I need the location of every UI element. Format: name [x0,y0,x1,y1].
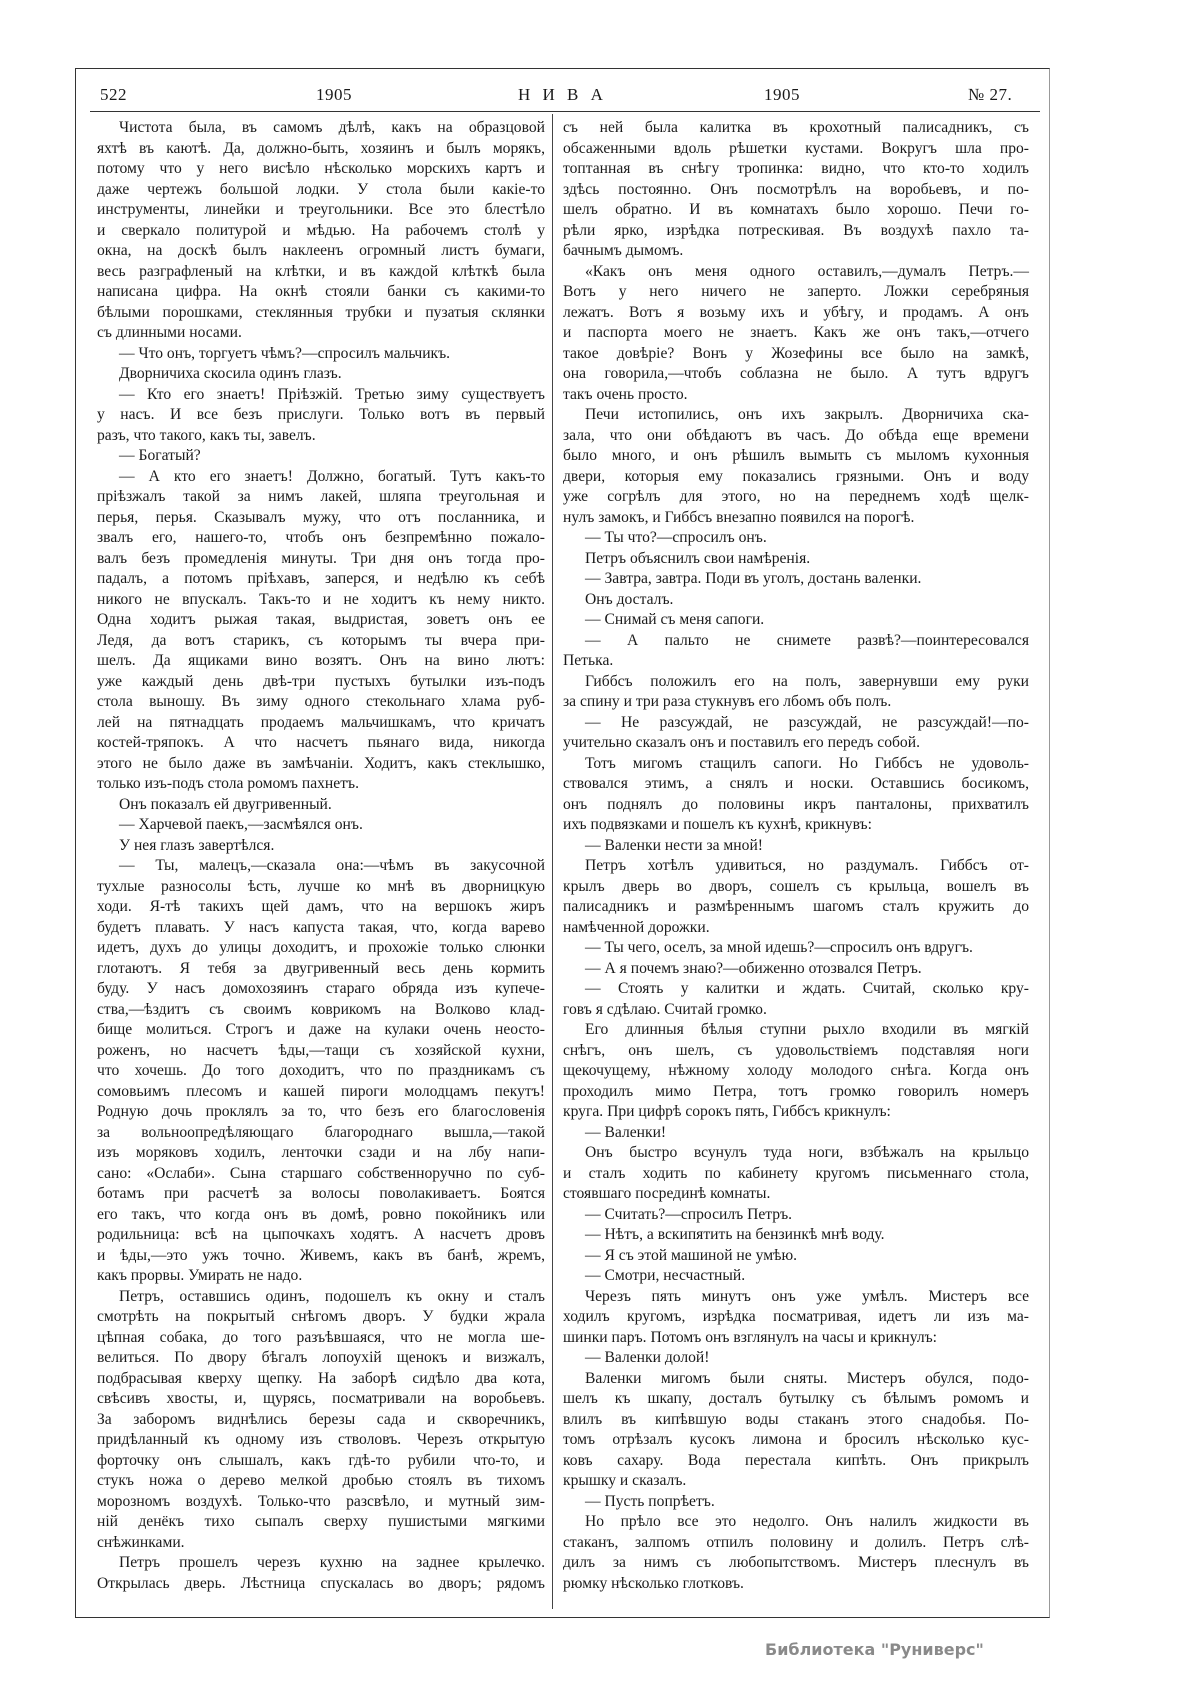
text-line: Онъ показалъ ей двугривенный. [119,795,332,813]
text-line: подбрасывая кверху щепку. На заборѣ сидѣло два кота, [97,1369,545,1387]
text-line: ній денёкъ тихо сыпалъ сверху пушистыми мягкими [97,1513,545,1530]
text-line: Петръ прошелъ черезъ кухню на заднее крылечко. [119,1554,545,1571]
text-line: бище молиться. Строгъ и даже на кулаки очень неосто- [97,1021,545,1038]
text-line: Печи истопились, онъ ихъ закрылъ. Дворничиха ска- [585,406,1029,423]
text-line: велиться. По двору бѣгалъ лопоухій щенокъ и визжалъ, [97,1349,545,1366]
text-line: за спину и три раза стукнувъ его лбомъ объ полъ. [563,693,892,710]
text-line: — Завтра, завтра. Поди въ уголъ, достань валенки. [585,570,922,587]
paragraph [563,1369,1029,1492]
text-line: никого не впускалъ. Такъ-то и не ходитъ къ нему никто. [97,590,545,608]
text-line: зала, что они обѣдаютъ въ часъ. До обѣда еще времени [563,426,1029,444]
header-rule [90,111,1040,112]
text-line: Открылась дверь. Лѣстница спускалась во дворъ; рядомъ [97,1574,545,1592]
text-line: ства,—ѣздитъ съ своимъ коврикомъ на Волково клад- [97,1000,545,1018]
text-line: бачнымъ дымомъ. [563,242,684,259]
text-line: намѣченной дорожки. [563,918,710,936]
text-line: — Снимай съ меня сапоги. [585,611,765,628]
text-line: и ѣды,—это ужъ точно. Живемъ, какъ въ банѣ, жремъ, [97,1246,545,1264]
text-line: Петька. [563,652,614,669]
text-line: — Валенки! [585,1123,667,1141]
text-line: Черезъ пять минутъ онъ уже умѣлъ. Мистеръ все [585,1287,1029,1305]
text-line: — Кто его знаетъ! Пріѣзжій. Третью зиму существуетъ [119,385,545,403]
paragraph [563,549,1029,570]
text-line: крышку и сказалъ. [563,1472,687,1489]
paragraph [97,118,545,344]
paragraph [97,385,545,447]
text-line: рюмку нѣсколько глотковъ. [563,1574,744,1592]
paragraph [563,631,1029,672]
text-line: за вольноопредѣляющаго благороднаго вышла,—такой [97,1123,545,1141]
text-line: родильница: всѣ на цыпочкахъ ходятъ. А насчетъ дровъ [97,1226,545,1243]
text-line: написана цифра. На окнѣ стояли банки съ какими-то [97,283,545,300]
text-line: Петръ, оставшись одинъ, подошелъ къ окну и сталъ [119,1287,545,1305]
text-line: учительно сказалъ онъ и поставилъ его передъ собой. [563,734,920,751]
paragraph [97,467,545,795]
text-line: смотрѣть на покрытый снѣгомъ дворъ. У будки жрала [97,1308,545,1325]
journal-title: Н И В А [518,85,607,104]
text-line: Петръ хотѣлъ удивиться, но раздумалъ. Гиббсъ от- [585,857,1029,874]
text-line: — Пусть попрѣетъ. [585,1492,715,1510]
text-line: — Я съ этой машиной не умѣю. [585,1246,798,1264]
text-line: съ ней была калитка въ крохотный палисадникъ, съ [563,119,1029,136]
text-line: — А пальто не снимете развѣ?—поинтересовался [585,631,1029,649]
text-line: морозномъ воздухѣ. Только-что разсвѣло, и мутный зим- [97,1492,545,1510]
paragraph [563,856,1029,938]
library-watermark: Библиотека "Руниверс" [765,1640,984,1659]
text-line: — Нѣтъ, а вскипятить на бензинкѣ мнѣ воду. [585,1226,885,1243]
text-line: бѣлыми порошками, стеклянныя трубки и пузатыя склянки [97,303,545,321]
paragraph [563,1512,1029,1594]
text-line: глотаютъ. Я тебя за двугривенный весь день кормить [97,959,545,977]
text-line: тухлые разносолы ѣсть, лучше ко мнѣ въ дворницкую [97,877,545,895]
text-line: ковъ сахару. Вода перестала кипѣть. Онъ прикрылъ [563,1451,1029,1469]
text-line: этого не было даже въ замѣчаніи. Ходитъ, какъ стеклышко, [97,754,545,772]
text-line: буду. У насъ домохозяинъ стараго обряда изъ купече- [97,980,545,997]
text-line: костей-тряпокъ. А что насчетъ пьянаго вида, никогда [97,734,545,751]
right-column [563,118,1029,1594]
text-line: форточку онъ слышалъ, какъ гдѣ-то рубили что-то, и [97,1451,545,1469]
text-line: Валенки мигомъ были сняты. Мистеръ обулся, подо- [585,1369,1029,1387]
text-line: цѣпная собака, до того разъѣвшаяся, что не могла ше- [97,1328,545,1346]
text-line: ствовался этимъ, а снялъ и носки. Оставшись босикомъ, [563,775,1029,792]
paragraph [563,713,1029,754]
text-line: нулъ замокъ, и Гиббсъ внезапно появился на порогѣ. [563,508,915,526]
text-line: Одна ходитъ рыжая такая, выдристая, зоветъ онъ ее [97,611,545,628]
paragraph [563,1143,1029,1205]
text-line: ихъ подвязками и пошелъ къ кухнѣ, крикнувъ: [563,816,872,833]
text-line: лежатъ. Вотъ я возьму ихъ и убѣгу, и продамъ. А онъ [563,303,1029,321]
text-line: такое довѣріе? Вонъ у Жозефины все было на замкѣ, [563,344,1029,362]
text-line: звалъ его, нашего-то, чтобъ онъ безпремѣнно пожало- [97,529,545,546]
paragraph [563,1123,1029,1144]
text-line: — Смотри, несчастный. [585,1267,746,1284]
text-line: ходилъ кругомъ, изрѣдка посматривая, идетъ ли изъ ма- [563,1308,1029,1325]
text-line: — Валенки нести за мной! [585,836,763,854]
paragraph [563,1492,1029,1513]
text-line: Его длинныя бѣлыя ступни рыхло входили въ мягкій [585,1021,1029,1038]
paragraph [563,938,1029,959]
text-line: снѣгъ, онъ шелъ, съ удовольствіемъ подставляя ноги [563,1041,1029,1059]
text-line: Тотъ мигомъ стащилъ сапоги. Но Гиббсъ не удоволь- [585,754,1029,772]
text-line: — Харчевой паекъ,—засмѣялся онъ. [119,816,363,833]
text-line: влилъ въ кипѣвшую воды стаканъ этого снадобья. По- [563,1410,1029,1428]
text-line: — Что онъ, торгуетъ чѣмъ?—спросилъ мальчикъ. [119,344,451,362]
text-line: и паспорта моего не знаетъ. Какъ же онъ такъ,—отчего [563,324,1029,341]
header-year-left: 1905 [316,85,352,104]
text-line: валъ безъ промедленія минуты. Три дня онъ тогда про- [97,549,545,567]
column-divider [552,114,553,1609]
text-line: — Ты что?—спросилъ онъ. [585,529,767,546]
text-line: Родную дочь проклялъ за то, что безъ его благословенія [97,1103,545,1120]
text-line: — Валенки долой! [585,1349,710,1366]
text-line: только изъ-подъ стола ромомъ пахнетъ. [97,775,359,792]
paragraph [563,590,1029,611]
paragraph [563,262,1029,406]
text-line: обсаженными вдоль рѣшетки кустами. Вокругъ шла про- [563,139,1029,157]
text-line: окна, на доскѣ былъ наклеенъ огромный листъ бумаги, [97,242,545,259]
text-line: потому что у него висѣло нѣсколько морскихъ картъ и [97,160,545,177]
text-line: шелъ. Да ящиками вино возятъ. Онъ на вино лютъ: [97,652,545,669]
text-line: сано: «Ослаби». Сына старшаго собственноручно по суб- [97,1164,545,1182]
text-line: Онъ досталъ. [585,590,674,608]
paragraph [97,344,545,365]
text-line: съ длинными носами. [97,324,242,341]
text-line: лей на пятнадцать продаемъ мальчишкамъ, что кричатъ [97,713,545,731]
paragraph [563,1246,1029,1267]
paragraph [97,856,545,1287]
text-line: двери, которыя ему показались грязными. Онъ и воду [563,467,1029,485]
text-line: круга. При цифрѣ сорокъ пять, Гиббсъ крикнулъ: [563,1103,891,1120]
text-line: разъ, что такого, какъ ты, завелъ. [97,426,316,444]
paragraph [97,1553,545,1594]
text-line: шелъ къ шкапу, досталъ бутылку съ бѣлымъ ромомъ и [563,1390,1029,1407]
text-line: У нея глазъ завертѣлся. [119,836,275,854]
text-line: стукъ ножа о дерево мелкой дробью стоялъ въ тихомъ [97,1472,545,1489]
text-line: и сталъ ходить по кабинету кругомъ письменнаго стола, [563,1164,1029,1182]
text-line: она говорила,—чтобъ соблазна не было. А тутъ вдругъ [563,365,1029,382]
paragraph [97,836,545,857]
text-line: — Ты чего, оселъ, за мной идешь?—спросилъ онъ вдругъ. [585,939,973,956]
paragraph [97,446,545,467]
text-line: топтанная въ снѣгу тропинка: видно, что кто-то ходилъ [563,160,1029,177]
paragraph [97,795,545,816]
text-line: сомовьимъ плесомъ и кашей пироги молодцамъ пекутъ! [97,1082,545,1100]
text-line: рѣли ярко, изрѣдка потрескивая. Въ воздухѣ пахло та- [563,221,1029,239]
left-column [97,118,545,1594]
text-line: Дворничиха скосила одинъ глазъ. [119,365,342,382]
text-line: стоявшаго посрединѣ комнаты. [563,1185,771,1202]
text-line: роженъ, но насчетъ ѣды,—тащи съ хозяйской кухни, [97,1041,545,1059]
paragraph [563,528,1029,549]
text-line: яхтѣ въ каютѣ. Да, должно-быть, хозяинъ и былъ морякъ, [97,139,545,157]
text-line: За заборомъ виднѣлись березы сада и скворечникъ, [97,1410,545,1428]
paragraph [563,1020,1029,1123]
paragraph [563,1266,1029,1287]
text-line: придѣланный къ одному изъ стволовъ. Черезъ открытую [97,1431,545,1448]
text-line: ходи. Я-тѣ такихъ щей дамъ, что на вершокъ жиръ [97,898,545,915]
paragraph [563,610,1029,631]
text-line: перья, перья. Сказывалъ мужу, что отъ посланника, и [97,508,545,526]
text-line: — А кто его знаетъ! Должно, богатый. Тутъ какъ-то [119,467,545,485]
paragraph [563,959,1029,980]
text-line: изъ моряковъ ходилъ, ленточки сзади и на лбу напи- [97,1144,545,1161]
text-line: стаканъ, залпомъ отпилъ половину и долилъ. Петръ слѣ- [563,1533,1029,1551]
page-number: 522 [100,85,127,104]
text-line: — Богатый? [119,447,201,464]
header-year-right: 1905 [764,85,800,104]
text-line: у насъ. И все безъ прислуги. Только вотъ въ первый [97,406,545,423]
text-line: Ледя, да вотъ старикъ, съ которымъ ты вчера при- [97,631,545,649]
text-line: здѣсь постоянно. Онъ посмотрѣлъ на воробьевъ, и по- [563,180,1029,198]
paragraph [563,979,1029,1020]
text-line: говъ я сдѣлаю. Считай громко. [563,1000,767,1018]
text-line: и сверкало политурой и мѣдью. На рабочемъ столѣ у [97,221,545,239]
text-line: — Считать?—спросилъ Петръ. [585,1205,793,1223]
paragraph [563,754,1029,836]
paragraph [563,672,1029,713]
text-line: дилъ за нимъ съ любопытствомъ. Мистеръ плеснулъ въ [563,1554,1029,1571]
text-line: стола выношу. Въ зиму одного стекольнаго хлама руб- [97,693,545,710]
text-line: шелъ обратно. И въ комнатахъ было хорошо. Печи го- [563,201,1029,218]
text-line: онъ поднялъ до половины икръ панталоны, прихватилъ [563,795,1029,813]
text-line: его такъ, что когда онъ въ домѣ, ровно покойникъ или [97,1205,545,1223]
text-line: — Не разсуждай, не разсуждай, не разсуждай!—по- [585,713,1029,731]
text-line: идетъ, духъ до улицы доходитъ, и прохожіе только слюнки [97,939,545,956]
text-line: Петръ объяснилъ свои намѣренія. [585,549,811,567]
text-line: томъ отрѣзалъ кусокъ лимона и бросилъ нѣсколько кус- [563,1431,1029,1448]
paragraph [97,1287,545,1554]
text-line: Онъ быстро всунулъ туда ноги, взбѣжалъ на крыльцо [585,1144,1029,1161]
paragraph [563,405,1029,528]
paragraph [563,836,1029,857]
text-line: снѣжинками. [97,1533,185,1551]
text-line: какъ прорвы. Умирать не надо. [97,1267,303,1284]
text-line: будетъ плавать. У насъ капуста такая, что, когда варево [97,918,545,936]
text-line: что хочешь. До того доходитъ, что по праздникамъ съ [97,1062,545,1079]
paragraph [563,569,1029,590]
issue-number: № 27. [968,85,1013,104]
text-line: свѣсивъ хвосты, и, щурясь, посматривали на воробьевъ. [97,1390,545,1407]
text-line: крылъ дверь во дворъ, сошелъ съ крыльца, вошелъ въ [563,877,1029,895]
text-line: весь разграфленый на клѣтки, и въ каждой клѣткѣ была [97,262,545,280]
text-line: даже чертежъ большой лодки. У стола были какіе-то [97,180,545,198]
text-line: щекочущему, нѣжному холоду молодого снѣга. Когда онъ [563,1062,1029,1079]
text-line: Гиббсъ положилъ его на полъ, завернувши ему руки [585,672,1029,690]
text-line: палисадникъ и размѣреннымъ шагомъ сталъ кружить до [563,898,1029,915]
text-line: уже согрѣлъ для этого, но на переднемъ ходѣ щелк- [563,488,1029,505]
text-line: было много, и онъ рѣшилъ вымыть съ мыломъ кухонныя [563,447,1029,464]
text-line: Чистота была, въ самомъ дѣлѣ, какъ на образцовой [119,119,545,136]
text-line: проходилъ мимо Петра, тотъ громко говорилъ номеръ [563,1082,1029,1100]
paragraph [563,118,1029,262]
text-line: такъ очень просто. [563,385,688,403]
text-line: ботамъ при расчетѣ за волосы поволакиваетъ. Боятся [97,1185,545,1202]
paragraph [563,1287,1029,1349]
text-line: уже каждый день двѣ-три пустыхъ бутылки изъ-подъ [97,672,545,690]
text-line: Вотъ у него ничего не заперто. Ложки серебряныя [563,283,1029,300]
text-line: пріѣзжалъ такой за нимъ лакей, шляпа треугольная и [97,488,545,505]
paragraph [563,1205,1029,1226]
text-line: — А я почемъ знаю?—обиженно отозвался Петръ. [585,959,922,977]
text-line: «Какъ онъ меня одного оставилъ,—думалъ Петръ.— [585,262,1029,280]
paragraph [563,1225,1029,1246]
paragraph [563,1348,1029,1369]
text-line: инструменты, линейки и треугольники. Все это блестѣло [97,201,545,218]
text-line: падалъ, а потомъ пріѣхавъ, заперся, и недѣлю къ себѣ [97,570,545,587]
text-line: Но прѣло все это недолго. Онъ налилъ жидкости въ [585,1513,1029,1530]
text-line: — Ты, малецъ,—сказала она:—чѣмъ въ закусочной [119,857,545,874]
paragraph [97,364,545,385]
paragraph [97,815,545,836]
text-line: шинки паръ. Потомъ онъ взглянулъ на часы и крикнулъ: [563,1328,938,1346]
text-line: — Стоять у калитки и ждать. Считай, сколько кру- [585,980,1029,997]
